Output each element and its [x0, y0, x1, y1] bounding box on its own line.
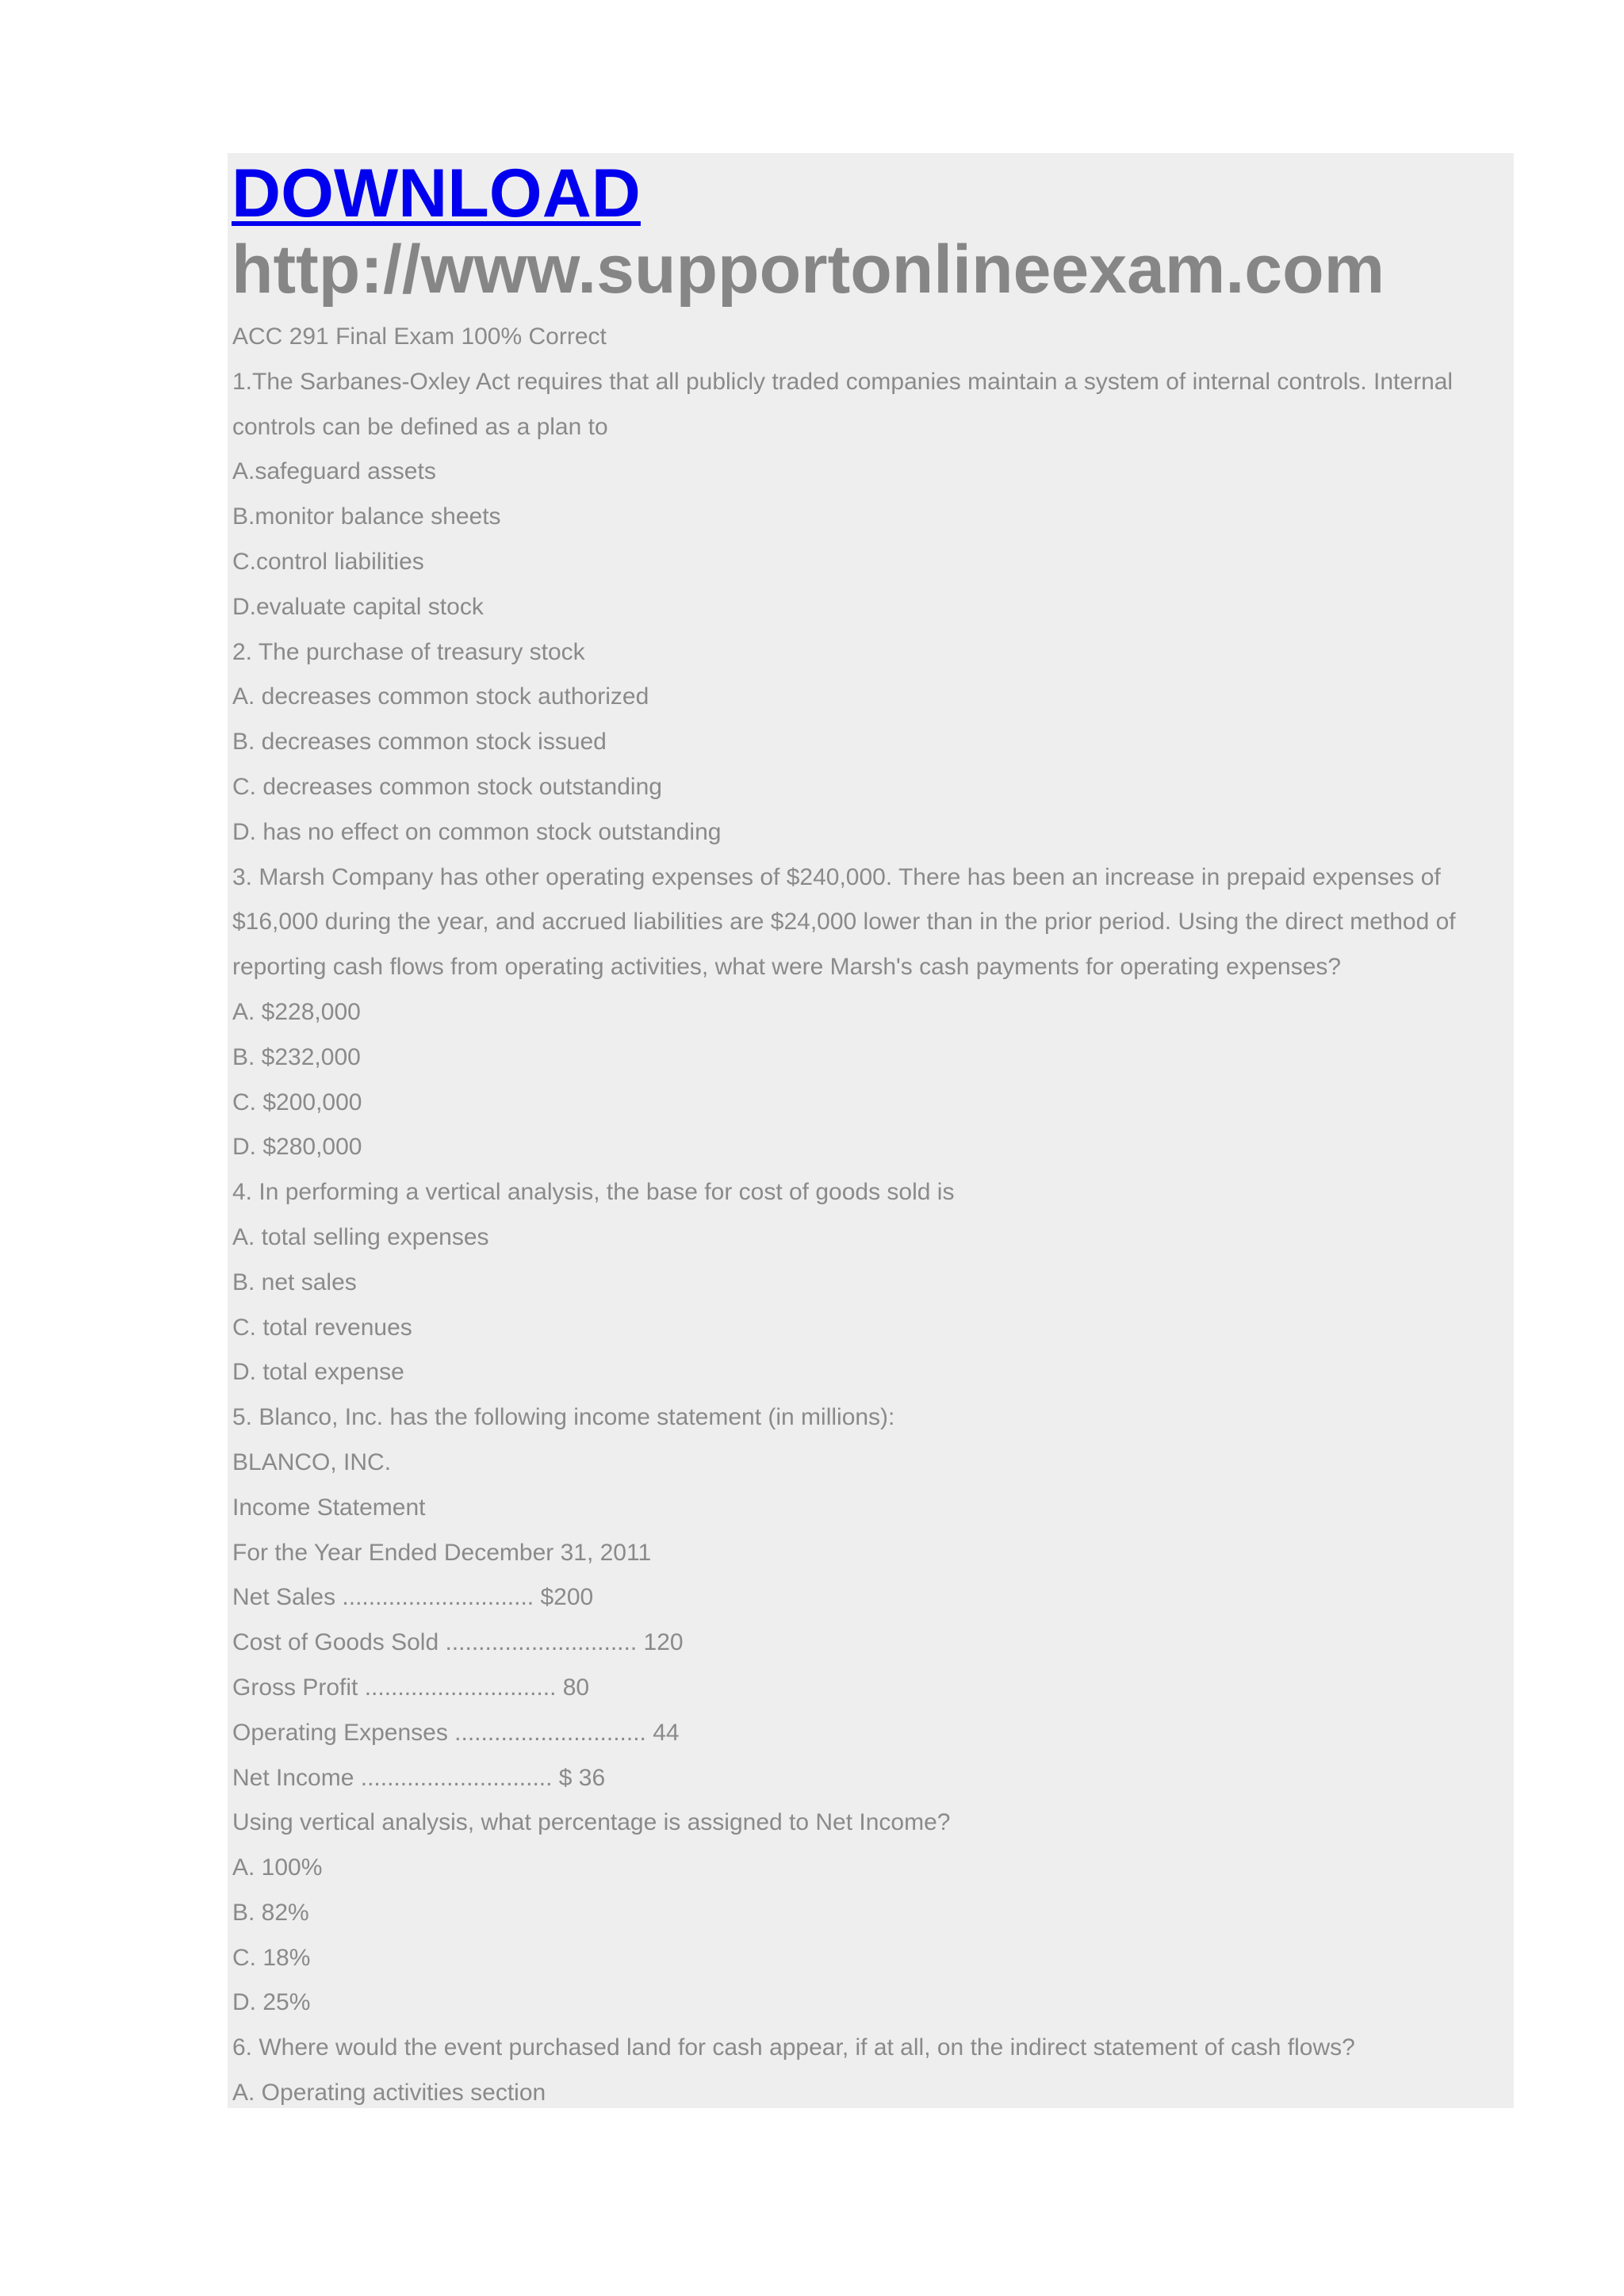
question-1-option-b: B.monitor balance sheets: [232, 503, 501, 530]
question-1-option-a: A.safeguard assets: [232, 458, 436, 485]
question-5-option-b: B. 82%: [232, 1899, 309, 1926]
question-1-text-cont: controls can be defined as a plan to: [232, 413, 608, 440]
download-link[interactable]: DOWNLOAD: [232, 155, 641, 232]
question-3-option-c: C. $200,000: [232, 1089, 362, 1115]
question-2-option-a: A. decreases common stock authorized: [232, 683, 649, 710]
question-2-text: 2. The purchase of treasury stock: [232, 638, 585, 665]
question-2-option-d: D. has no effect on common stock outstanding: [232, 818, 722, 845]
question-4-option-c: C. total revenues: [232, 1314, 412, 1341]
question-3-option-b: B. $232,000: [232, 1043, 361, 1070]
site-url-heading: http://www.supportonlineexam.com: [232, 232, 1385, 308]
question-5-option-a: A. 100%: [232, 1854, 323, 1881]
question-5-option-c: C. 18%: [232, 1944, 311, 1971]
question-2-option-c: C. decreases common stock outstanding: [232, 773, 662, 800]
question-4-option-d: D. total expense: [232, 1359, 404, 1386]
question-4-option-a: A. total selling expenses: [232, 1223, 489, 1250]
question-1-option-c: C.control liabilities: [232, 548, 424, 575]
question-5-prompt: Using vertical analysis, what percentage is assigned to Net Income?: [232, 1809, 951, 1836]
question-1-text: 1.The Sarbanes-Oxley Act requires that all publicly traded companies maintain a system of internal controls. Internal: [232, 368, 1454, 395]
question-5-option-d: D. 25%: [232, 1989, 311, 2016]
statement-period: For the Year Ended December 31, 2011: [232, 1539, 652, 1566]
question-5-text: 5. Blanco, Inc. has the following income statement (in millions):: [232, 1404, 895, 1431]
question-3-option-d: D. $280,000: [232, 1134, 362, 1161]
statement-title: Income Statement: [232, 1494, 426, 1521]
statement-gross-profit: Gross Profit ............................. 80: [232, 1674, 590, 1701]
document-body: [232, 315, 1505, 2116]
question-4-option-b: B. net sales: [232, 1269, 357, 1295]
exam-title: ACC 291 Final Exam 100% Correct: [232, 323, 607, 350]
question-4-text: 4. In performing a vertical analysis, the base for cost of goods sold is: [232, 1179, 955, 1206]
statement-net-income: Net Income ............................. $ 36: [232, 1764, 606, 1791]
question-3-text-cont: $16,000 during the year, and accrued liabilities are $24,000 lower than in the prior period. Using the direct method of: [232, 909, 1456, 936]
question-6-text: 6. Where would the event purchased land for cash appear, if at all, on the indirect statement of cash flows?: [232, 2034, 1355, 2061]
question-2-option-b: B. decreases common stock issued: [232, 729, 607, 756]
question-6-option-a: A. Operating activities section: [232, 2080, 546, 2107]
question-3-text-cont: reporting cash flows from operating activities, what were Marsh's cash payments for operating expenses?: [232, 954, 1342, 981]
statement-operating-expenses: Operating Expenses ............................. 44: [232, 1719, 680, 1746]
question-1-option-d: D.evaluate capital stock: [232, 593, 484, 620]
question-3-text: 3. Marsh Company has other operating expenses of $240,000. There has been an increase in prepaid expenses of: [232, 863, 1441, 890]
statement-cogs: Cost of Goods Sold ............................. 120: [232, 1629, 684, 1656]
statement-net-sales: Net Sales ............................. $200: [232, 1584, 594, 1611]
question-3-option-a: A. $228,000: [232, 998, 361, 1025]
document-page: [228, 153, 1514, 2108]
statement-company-name: BLANCO, INC.: [232, 1448, 392, 1475]
